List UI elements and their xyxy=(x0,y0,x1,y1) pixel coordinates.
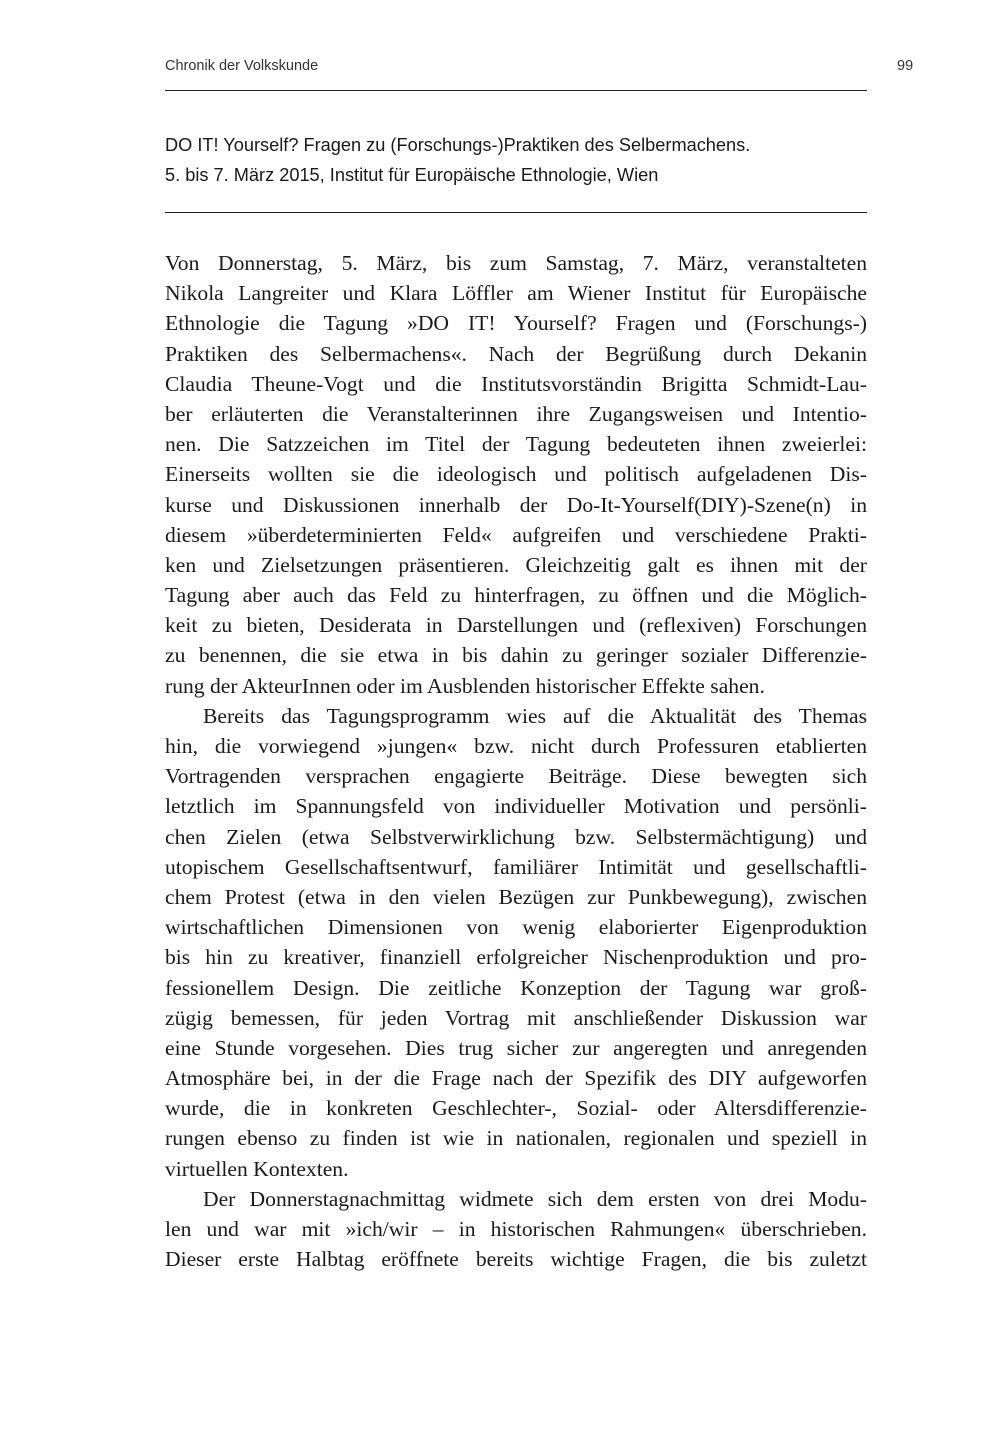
text-line: rung der AkteurInnen oder im Ausblenden historischer Effekte sahen. xyxy=(165,673,765,698)
text-line: Ethnologie die Tagung »DO IT! Yourself? Fragen und (Forschungs-) xyxy=(165,311,867,336)
text-line: virtuellen Kontexten. xyxy=(165,1156,349,1181)
running-head: Chronik der Volkskunde xyxy=(165,58,319,74)
text-line: Nikola Langreiter und Klara Löffler am Wiener Institut für Europäische xyxy=(165,281,867,306)
text-line: diesem »überdeterminierten Feld« aufgreifen und verschiedene Prakti- xyxy=(165,522,867,547)
header-rule xyxy=(165,90,867,91)
text-line: Dieser erste Halbtag eröffnete bereits wichtige Fragen, die bis zuletzt xyxy=(165,1247,867,1272)
text-line: Claudia Theune-Vogt und die Institutsvorständin Brigitta Schmidt-Lau- xyxy=(165,371,867,396)
text-line: bis hin zu kreativer, finanziell erfolgreicher Nischenproduktion und pro- xyxy=(165,945,867,970)
text-line: rungen ebenso zu finden ist wie in nationalen, regionalen und speziell in xyxy=(165,1126,867,1151)
text-line: eine Stunde vorgesehen. Dies trug sicher zur angeregten und anregenden xyxy=(165,1035,867,1060)
text-line: Atmosphäre bei, in der die Frage nach der Spezifik des DIY aufgeworfen xyxy=(165,1066,867,1091)
article-subtitle-line: 5. bis 7. März 2015, Institut für Europäische Ethnologie, Wien xyxy=(165,165,659,185)
text-line: Tagung aber auch das Feld zu hinterfragen, zu öffnen und die Möglich- xyxy=(165,583,867,608)
paragraph xyxy=(165,1184,867,1275)
text-line: Vortragenden versprachen engagierte Beiträge. Diese bewegten sich xyxy=(165,764,867,789)
page-number: 99 xyxy=(897,58,914,74)
text-line: ber erläuterten die Veranstalterinnen ihre Zugangsweisen und Intentio- xyxy=(165,401,867,426)
article-title-line: DO IT! Yourself? Fragen zu (Forschungs-)Praktiken des Selbermachens. xyxy=(165,135,751,155)
text-line: utopischem Gesellschaftsentwurf, familiärer Intimität und gesellschaftli- xyxy=(165,854,867,879)
text-line: wurde, die in konkreten Geschlechter-, Sozial- oder Altersdifferenzie- xyxy=(165,1096,867,1121)
text-line: Der Donnerstagnachmittag widmete sich dem ersten von drei Modu- xyxy=(203,1186,867,1211)
text-line: zu benennen, die sie etwa in bis dahin zu geringer sozialer Differenzie- xyxy=(165,643,867,668)
text-line: chem Protest (etwa in den vielen Bezügen zur Punkbewegung), zwischen xyxy=(165,884,867,909)
text-line: ken und Zielsetzungen präsentieren. Gleichzeitig galt es ihnen mit der xyxy=(165,552,867,577)
text-line: keit zu bieten, Desiderata in Darstellungen und (reflexiven) Forschungen xyxy=(165,613,867,638)
text-line: Von Donnerstag, 5. März, bis zum Samstag, 7. März, veranstalteten xyxy=(165,251,867,275)
article-title xyxy=(165,130,867,190)
text-line: hin, die vorwiegend »jungen« bzw. nicht durch Professuren etablierten xyxy=(165,734,867,758)
article-body xyxy=(165,248,867,1274)
text-line: wirtschaftlichen Dimensionen von wenig elaborierter Eigenproduktion xyxy=(165,915,867,940)
text-line: Praktiken des Selbermachens«. Nach der Begrüßung durch Dekanin xyxy=(165,341,867,366)
text-line: zügig bemessen, für jeden Vortrag mit anschließender Diskussion war xyxy=(165,1005,867,1030)
paragraph xyxy=(165,248,867,701)
text-line: Bereits das Tagungsprogramm wies auf die Aktualität des Themas xyxy=(203,703,867,728)
text-line: nen. Die Satzzeichen im Titel der Tagung bedeuteten ihnen zweierlei: xyxy=(165,432,867,457)
text-line: fessionellem Design. Die zeitliche Konzeption der Tagung war groß- xyxy=(165,975,867,1000)
text-line: kurse und Diskussionen innerhalb der Do-It-Yourself(DIY)-Szene(n) in xyxy=(165,492,867,517)
text-line: chen Zielen (etwa Selbstverwirklichung bzw. Selbstermächtigung) und xyxy=(165,824,867,849)
text-line: letztlich im Spannungsfeld von individueller Motivation und persönli- xyxy=(165,794,867,819)
paragraph xyxy=(165,701,867,1184)
text-line: len und war mit »ich/wir – in historischen Rahmungen« überschrieben. xyxy=(165,1217,867,1241)
title-rule xyxy=(165,212,867,213)
text-line: Einerseits wollten sie die ideologisch und politisch aufgeladenen Dis- xyxy=(165,462,867,487)
